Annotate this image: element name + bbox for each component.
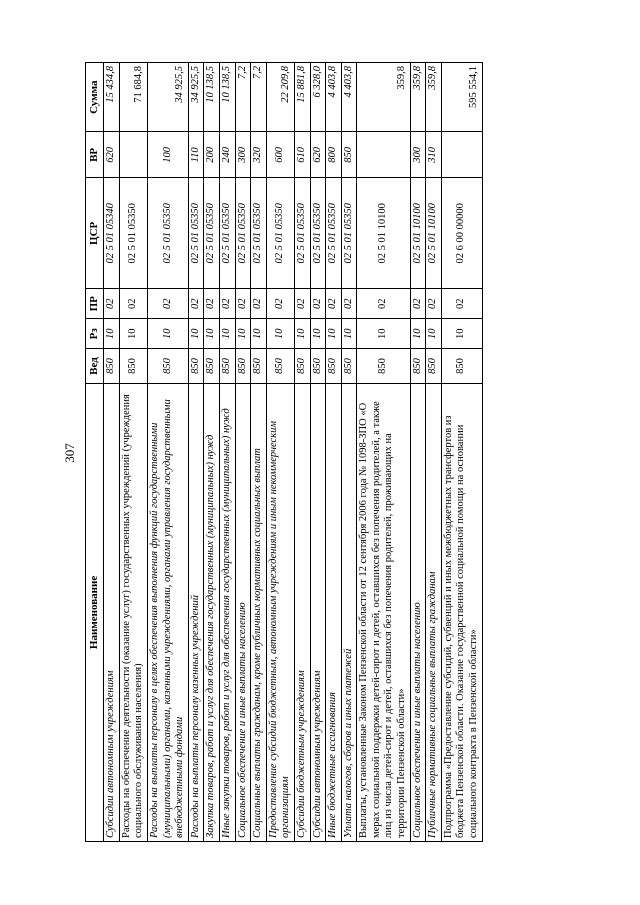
cell-name: Социальное обеспечение и иные выплаты населению xyxy=(410,383,426,841)
cell-csr: 02 5 01 05350 xyxy=(147,178,188,289)
cell-name: Социальное обеспечение и иные выплаты населению xyxy=(235,383,251,841)
cell-sum: 595 554,1 xyxy=(441,63,482,132)
cell-sum: 15 434,8 xyxy=(104,63,120,132)
cell-sum: 359,8 xyxy=(426,63,442,132)
rotated-table-area xyxy=(85,62,565,842)
cell-name: Социальные выплаты гражданам, кроме публичных нормативных социальных выплат xyxy=(251,383,267,841)
cell-name: Иные бюджетные ассигнования xyxy=(326,383,342,841)
cell-rz: 10 xyxy=(147,319,188,349)
table-row xyxy=(147,63,188,842)
cell-name: Субсидии автономным учреждениям xyxy=(310,383,326,841)
header-vr: ВР xyxy=(86,132,104,178)
cell-vr xyxy=(119,132,147,178)
cell-csr: 02 5 01 05350 xyxy=(310,178,326,289)
cell-csr: 02 5 01 10100 xyxy=(426,178,442,289)
cell-sum: 7,2 xyxy=(235,63,251,132)
table-row xyxy=(204,63,220,842)
cell-pr: 02 xyxy=(219,289,235,319)
cell-name: Предоставление субсидий бюджетным, автономным учреждениям и иным некоммерческим организациям xyxy=(266,383,294,841)
cell-vr: 100 xyxy=(147,132,188,178)
cell-csr: 02 5 01 05350 xyxy=(266,178,294,289)
cell-ved: 850 xyxy=(294,349,310,384)
cell-csr: 02 5 01 05350 xyxy=(219,178,235,289)
cell-rz: 10 xyxy=(235,319,251,349)
cell-pr: 02 xyxy=(204,289,220,319)
budget-table xyxy=(85,62,483,842)
cell-pr: 02 xyxy=(119,289,147,319)
cell-sum: 6 328,0 xyxy=(310,63,326,132)
cell-vr: 300 xyxy=(235,132,251,178)
cell-sum: 359,8 xyxy=(410,63,426,132)
cell-sum: 22 209,8 xyxy=(266,63,294,132)
cell-csr: 02 5 01 10100 xyxy=(410,178,426,289)
table-row xyxy=(294,63,310,842)
cell-sum: 34 925,5 xyxy=(188,63,204,132)
cell-rz: 10 xyxy=(310,319,326,349)
cell-name: Иные закупки товаров, работ и услуг для обеспечения государственных (муниципальных) нужд xyxy=(219,383,235,841)
cell-ved: 850 xyxy=(341,349,357,384)
page-number: 307 xyxy=(62,443,77,463)
cell-pr: 02 xyxy=(147,289,188,319)
cell-pr: 02 xyxy=(104,289,120,319)
cell-csr: 02 5 01 05350 xyxy=(188,178,204,289)
cell-pr: 02 xyxy=(235,289,251,319)
cell-vr: 200 xyxy=(204,132,220,178)
cell-rz: 10 xyxy=(251,319,267,349)
cell-sum: 71 684,8 xyxy=(119,63,147,132)
table-row xyxy=(219,63,235,842)
cell-pr: 02 xyxy=(441,289,482,319)
cell-ved: 850 xyxy=(266,349,294,384)
cell-ved: 850 xyxy=(357,349,410,384)
cell-rz: 10 xyxy=(294,319,310,349)
cell-ved: 850 xyxy=(441,349,482,384)
cell-vr: 110 xyxy=(188,132,204,178)
table-row xyxy=(266,63,294,842)
cell-vr: 620 xyxy=(310,132,326,178)
cell-ved: 850 xyxy=(251,349,267,384)
header-ved: Вед xyxy=(86,349,104,384)
cell-rz: 10 xyxy=(357,319,410,349)
cell-rz: 10 xyxy=(426,319,442,349)
cell-rz: 10 xyxy=(204,319,220,349)
table-row xyxy=(326,63,342,842)
cell-name: Уплата налогов, сборов и иных платежей xyxy=(341,383,357,841)
cell-ved: 850 xyxy=(326,349,342,384)
table-row xyxy=(119,63,147,842)
cell-rz: 10 xyxy=(266,319,294,349)
cell-vr: 310 xyxy=(426,132,442,178)
cell-pr: 02 xyxy=(326,289,342,319)
cell-sum: 34 925,5 xyxy=(147,63,188,132)
cell-ved: 850 xyxy=(147,349,188,384)
cell-pr: 02 xyxy=(251,289,267,319)
cell-rz: 10 xyxy=(341,319,357,349)
table-row xyxy=(188,63,204,842)
cell-rz: 10 xyxy=(119,319,147,349)
cell-sum: 4 403,8 xyxy=(341,63,357,132)
header-rz: Рз xyxy=(86,319,104,349)
header-sum: Сумма xyxy=(86,63,104,132)
cell-pr: 02 xyxy=(294,289,310,319)
table-row xyxy=(104,63,120,842)
cell-ved: 850 xyxy=(204,349,220,384)
cell-rz: 10 xyxy=(219,319,235,349)
cell-rz: 10 xyxy=(410,319,426,349)
table-row xyxy=(251,63,267,842)
header-name: Наименование xyxy=(86,383,104,841)
cell-rz: 10 xyxy=(441,319,482,349)
cell-vr: 850 xyxy=(341,132,357,178)
cell-sum: 15 881,8 xyxy=(294,63,310,132)
cell-vr: 600 xyxy=(266,132,294,178)
header-csr: ЦСР xyxy=(86,178,104,289)
cell-name: Публичные нормативные социальные выплаты гражданам xyxy=(426,383,442,841)
cell-ved: 850 xyxy=(119,349,147,384)
table-row xyxy=(410,63,426,842)
cell-ved: 850 xyxy=(219,349,235,384)
cell-csr: 02 5 01 10100 xyxy=(357,178,410,289)
cell-name: Субсидии бюджетным учреждениям xyxy=(294,383,310,841)
cell-csr: 02 5 01 05350 xyxy=(341,178,357,289)
table-row xyxy=(441,63,482,842)
cell-rz: 10 xyxy=(104,319,120,349)
cell-vr: 620 xyxy=(104,132,120,178)
cell-csr: 02 5 01 05350 xyxy=(119,178,147,289)
cell-sum: 10 138,5 xyxy=(219,63,235,132)
cell-csr: 02 5 01 05350 xyxy=(204,178,220,289)
cell-sum: 4 403,8 xyxy=(326,63,342,132)
table-header-row xyxy=(86,63,104,842)
cell-csr: 02 5 01 05350 xyxy=(235,178,251,289)
table-wrapper xyxy=(85,62,565,842)
table-row xyxy=(426,63,442,842)
table-row xyxy=(235,63,251,842)
cell-vr xyxy=(441,132,482,178)
table-row xyxy=(341,63,357,842)
table-row xyxy=(310,63,326,842)
cell-ved: 850 xyxy=(410,349,426,384)
cell-vr xyxy=(357,132,410,178)
cell-pr: 02 xyxy=(410,289,426,319)
cell-vr: 320 xyxy=(251,132,267,178)
cell-ved: 850 xyxy=(426,349,442,384)
cell-csr: 02 5 01 05340 xyxy=(104,178,120,289)
cell-name: Субсидии автономным учреждениям xyxy=(104,383,120,841)
cell-pr: 02 xyxy=(310,289,326,319)
cell-pr: 02 xyxy=(188,289,204,319)
cell-ved: 850 xyxy=(104,349,120,384)
header-pr: ПР xyxy=(86,289,104,319)
cell-name: Расходы на выплаты персоналу казенных учреждений xyxy=(188,383,204,841)
cell-vr: 240 xyxy=(219,132,235,178)
cell-csr: 02 5 01 05350 xyxy=(294,178,310,289)
cell-pr: 02 xyxy=(341,289,357,319)
cell-name: Расходы на обеспечение деятельности (оказание услуг) государственных учреждений (учреждения социального обслуживания населения) xyxy=(119,383,147,841)
cell-rz: 10 xyxy=(326,319,342,349)
cell-rz: 10 xyxy=(188,319,204,349)
cell-sum: 359,8 xyxy=(357,63,410,132)
cell-sum: 7,2 xyxy=(251,63,267,132)
cell-ved: 850 xyxy=(188,349,204,384)
cell-name: Подпрограмма «Предоставление субсидий, субвенций и иных межбюджетных трансфертов из бюджета Пензенской области. Оказание государственной социальной помощи на основании социального контракта в Пензенской области» xyxy=(441,383,482,841)
cell-pr: 02 xyxy=(357,289,410,319)
cell-pr: 02 xyxy=(266,289,294,319)
cell-vr: 610 xyxy=(294,132,310,178)
cell-name: Выплаты, установленные Законом Пензенской области от 12 сентября 2006 года № 1098-ЗПО «О мерах социальной поддержки детей-сирот и детей, оставшихся без попечения родителей, а также лиц из числа детей-сирот и детей, оставшихся без попечения родителей, проживающих на территории Пензенской области» xyxy=(357,383,410,841)
cell-name: Закупка товаров, работ и услуг для обеспечения государственных (муниципальных) нужд xyxy=(204,383,220,841)
cell-name: Расходы на выплаты персоналу в целях обеспечения выполнения функций государственными (муниципальными) органами, казенными учреждениями, органами управления государственными внебюджетными фондами xyxy=(147,383,188,841)
cell-ved: 850 xyxy=(235,349,251,384)
cell-vr: 300 xyxy=(410,132,426,178)
cell-csr: 02 5 01 05350 xyxy=(251,178,267,289)
cell-csr: 02 5 01 05350 xyxy=(326,178,342,289)
cell-csr: 02 6 00 00000 xyxy=(441,178,482,289)
cell-pr: 02 xyxy=(426,289,442,319)
cell-sum: 10 138,5 xyxy=(204,63,220,132)
cell-vr: 800 xyxy=(326,132,342,178)
cell-ved: 850 xyxy=(310,349,326,384)
table-row xyxy=(357,63,410,842)
